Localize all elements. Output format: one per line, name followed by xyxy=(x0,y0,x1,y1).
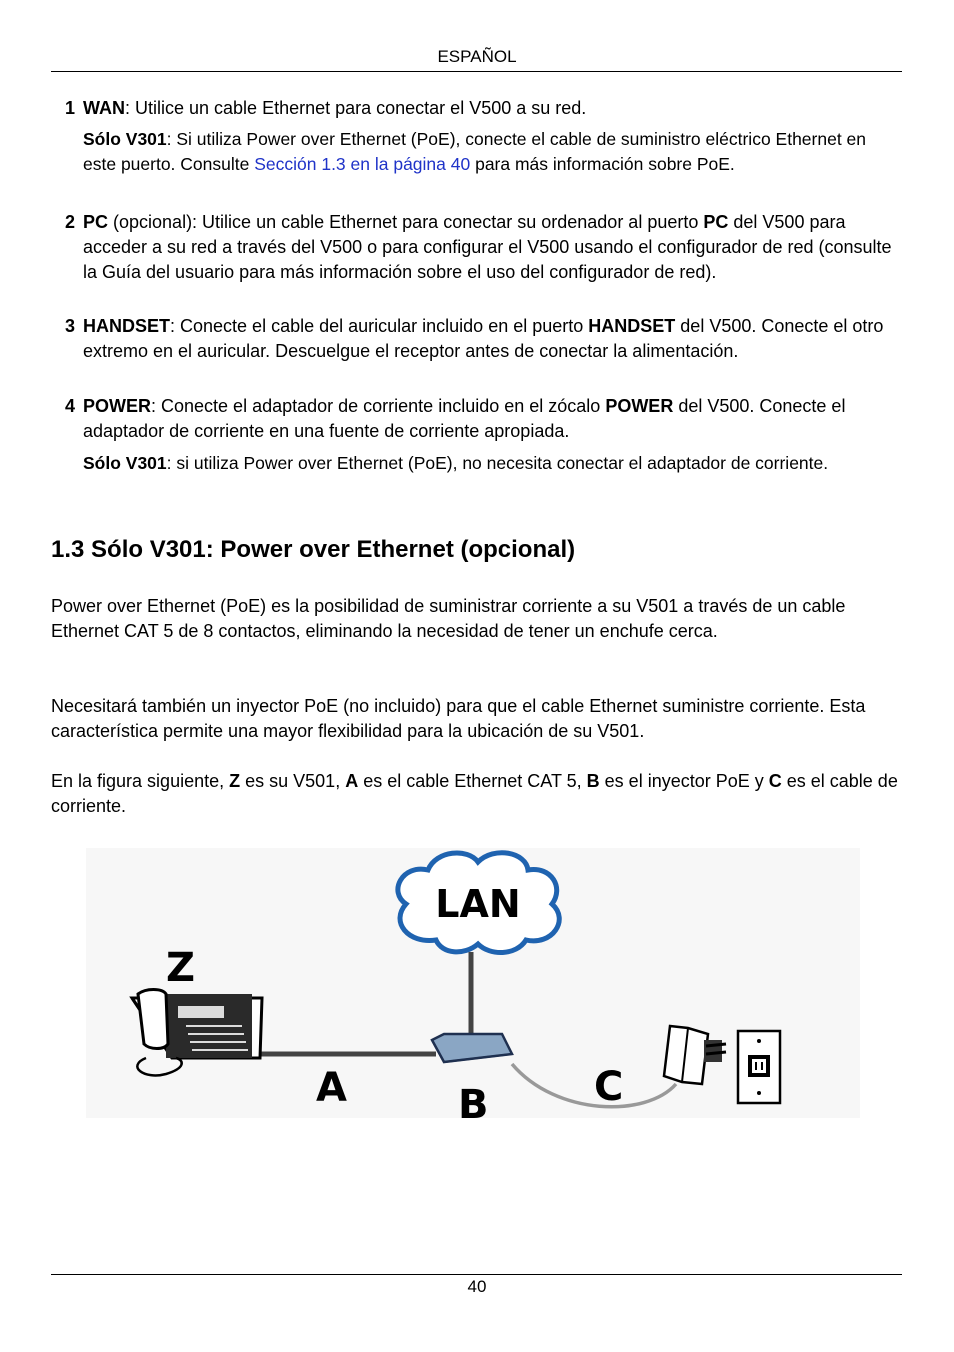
section-heading: 1.3 Sólo V301: Power over Ethernet (opcional) xyxy=(51,536,576,563)
list-item-handset xyxy=(65,314,905,364)
term-pc: PC xyxy=(83,212,109,232)
term-wan: WAN xyxy=(83,98,125,118)
note-text-after: para más información sobre PoE. xyxy=(470,154,735,174)
item-text: : Conecte el cable del auricular incluido en el puerto xyxy=(170,316,589,336)
item-number: 1 xyxy=(65,98,76,118)
list-item-power xyxy=(65,394,905,444)
label-a: A xyxy=(316,1065,347,1111)
label-b: B xyxy=(458,1082,489,1118)
legend-z: Z xyxy=(229,771,241,791)
legend-a: A xyxy=(345,771,359,791)
label-c: C xyxy=(594,1064,624,1110)
header-rule xyxy=(51,71,902,72)
term-power-socket: POWER xyxy=(605,396,674,416)
item-text: : Conecte el adaptador de corriente incluido en el zócalo xyxy=(151,396,606,416)
legend-text: es el cable Ethernet CAT 5, xyxy=(358,771,587,791)
note-term: Sólo V301 xyxy=(83,453,167,473)
list-item-pc xyxy=(65,210,905,285)
item-text-2: del V500 para acceder a su red a través del V500 o para configurar el V500 usando el configurador de red (consulte la Guía del usuario para más información sobre el uso del configurador de red). xyxy=(83,212,892,282)
term-handset: HANDSET xyxy=(83,316,171,336)
lan-cloud-icon xyxy=(398,853,559,953)
item-number: 2 xyxy=(65,212,76,232)
list-item-wan xyxy=(65,96,905,121)
section-link[interactable]: Sección 1.3 en la página 40 xyxy=(254,154,471,174)
paragraph-poe-injector: Necesitará también un inyector PoE (no incluido) para que el cable Ethernet suministre corriente. Esta característica permite una mayor flexibilidad para la ubicación de su V501. xyxy=(51,696,866,741)
paragraph-poe-intro: Power over Ethernet (PoE) es la posibilidad de suministrar corriente a su V501 a través de un cable Ethernet CAT 5 de 8 contactos, eliminando la necesidad de tener un enchufe cerca. xyxy=(51,596,846,641)
poe-diagram xyxy=(86,848,860,1118)
legend-b: B xyxy=(586,771,600,791)
item-text-2: del V500. Conecte el adaptador de corriente en una fuente de corriente apropiada. xyxy=(83,396,846,441)
item-text: : Utilice un cable Ethernet para conectar el V500 a su red. xyxy=(125,98,587,118)
legend-text: es el cable de corriente. xyxy=(51,771,898,816)
legend-text: es el inyector PoE y xyxy=(599,771,769,791)
legend-text: es su V501, xyxy=(240,771,346,791)
term-pc-port: PC xyxy=(703,212,729,232)
term-handset-port: HANDSET xyxy=(588,316,676,336)
paragraph-figure-legend xyxy=(51,769,906,819)
running-header: ESPAÑOL xyxy=(437,47,517,66)
legend-c: C xyxy=(768,771,782,791)
page-number: 40 xyxy=(467,1277,487,1296)
label-z: Z xyxy=(166,945,196,991)
note-term: Sólo V301 xyxy=(83,129,167,149)
lan-label: LAN xyxy=(435,882,521,926)
term-power: POWER xyxy=(83,396,152,416)
item-text-2: del V500. Conecte el otro extremo en el auricular. Descuelgue el receptor antes de conectar la alimentación. xyxy=(83,316,884,361)
legend-text: En la figura siguiente, xyxy=(51,771,230,791)
wall-outlet-icon xyxy=(738,1031,780,1103)
item-number: 3 xyxy=(65,316,76,336)
note-text: : Si utiliza Power over Ethernet (PoE), conecte el cable de suministro eléctrico Ethernet en este puerto. Consulte xyxy=(83,129,867,174)
footer-rule xyxy=(51,1274,902,1275)
note-v301-power xyxy=(83,451,903,476)
item-text: (opcional): Utilice un cable Ethernet para conectar su ordenador al puerto xyxy=(108,212,704,232)
note-text: : si utiliza Power over Ethernet (PoE), no necesita conectar el adaptador de corriente. xyxy=(166,453,829,473)
item-number: 4 xyxy=(65,396,76,416)
note-v301-wan xyxy=(83,127,903,177)
